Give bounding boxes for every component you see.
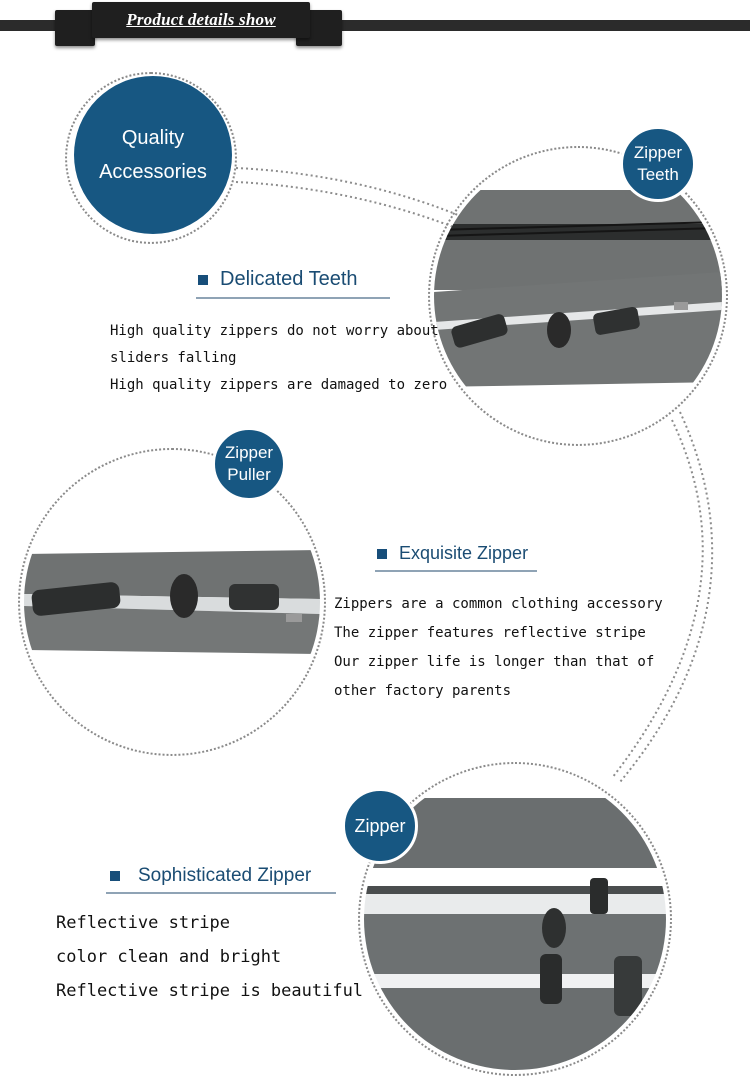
delicated-teeth-heading — [198, 268, 358, 291]
heading-underline — [375, 570, 537, 572]
bullet-square — [377, 549, 387, 559]
exquisite-zipper-heading — [377, 543, 528, 564]
puller-badge-line1: Zipper — [224, 443, 274, 462]
puller-badge-line2: Puller — [227, 465, 271, 484]
zipper-badge — [342, 788, 418, 864]
banner-title: Product details show — [126, 10, 276, 29]
delicated-teeth-text — [110, 318, 447, 399]
text-line: sliders falling — [110, 350, 237, 366]
sophisticated-zipper-heading — [110, 865, 311, 887]
heading-underline — [106, 892, 336, 894]
heading-underline — [196, 297, 390, 299]
teeth-badge-line2: Teeth — [637, 165, 679, 184]
text-line: High quality zippers are damaged to zero — [110, 377, 448, 393]
quality-badge-line1: Quality — [121, 127, 185, 149]
quality-badge — [74, 76, 232, 234]
quality-badge-line2: Accessories — [99, 161, 207, 183]
exquisite-zipper-text — [334, 590, 663, 706]
section-heading-text: Sophisticated Zipper — [138, 865, 312, 886]
zipper-teeth-badge — [620, 126, 696, 202]
sophisticated-zipper-text — [56, 906, 363, 1008]
bullet-square — [198, 275, 208, 285]
teeth-badge-line1: Zipper — [633, 143, 683, 162]
bullet-square — [110, 871, 120, 881]
text-line: The zipper features reflective stripe — [334, 625, 646, 641]
text-line: Zippers are a common clothing accessory — [334, 596, 663, 612]
zipper-badge-label: Zipper — [354, 816, 406, 836]
text-line: Reflective stripe is beautiful — [56, 981, 364, 1001]
zipper-puller-illustration — [24, 454, 320, 750]
text-line: High quality zippers do not worry about — [110, 323, 439, 339]
section-heading-text: Delicated Teeth — [220, 268, 358, 290]
zipper-puller-photo — [24, 454, 320, 750]
text-line: Our zipper life is longer than that of — [334, 654, 655, 670]
text-line: color clean and bright — [56, 947, 282, 967]
text-line: other factory parents — [334, 683, 512, 699]
text-line: Reflective stripe — [56, 913, 230, 933]
zipper-puller-badge — [212, 427, 286, 501]
section-heading-text: Exquisite Zipper — [399, 543, 529, 563]
